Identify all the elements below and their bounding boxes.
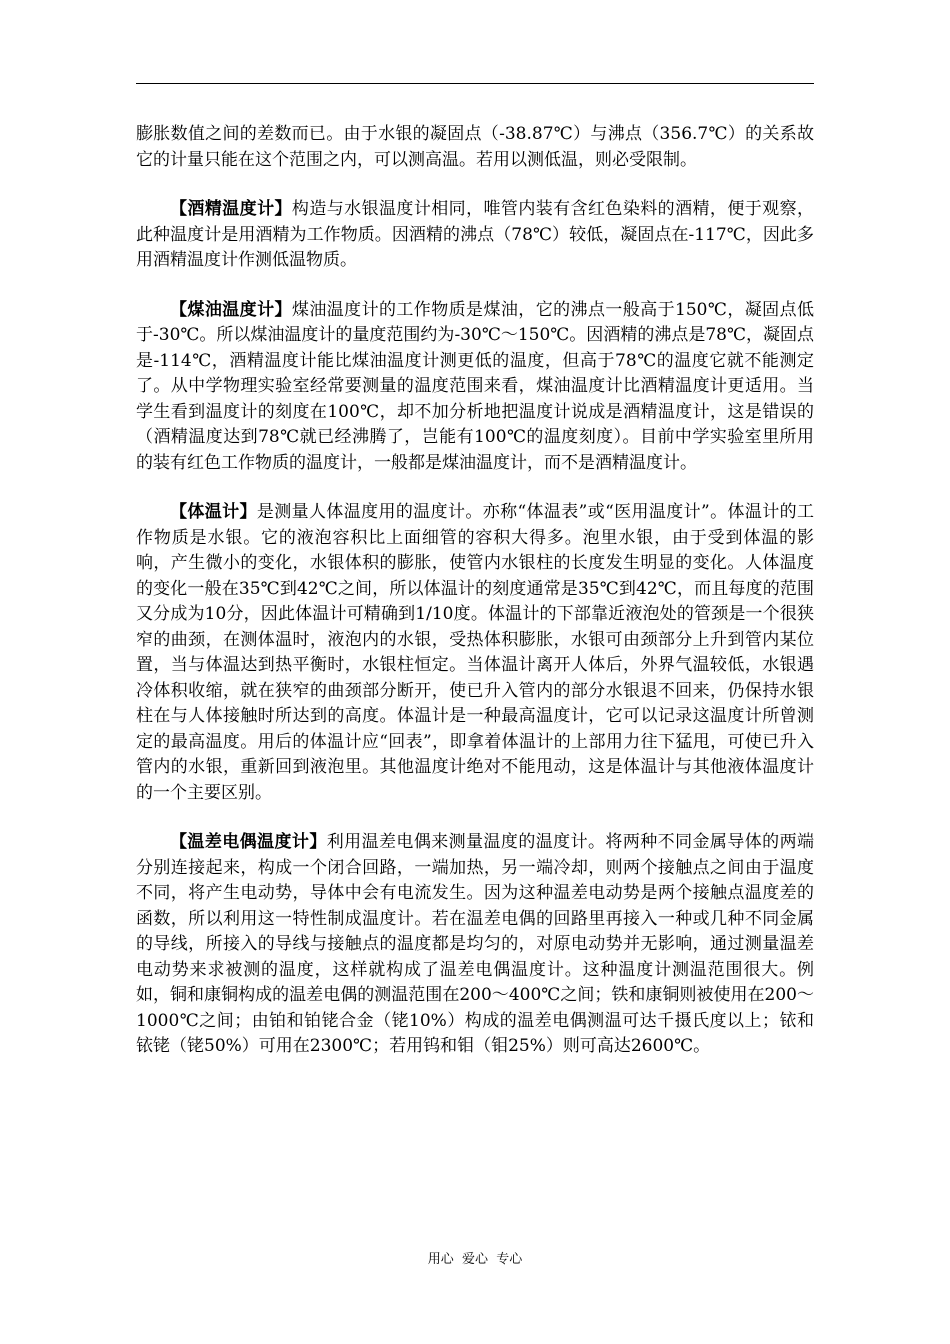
- paragraph-mercury-continued: [136, 122, 814, 173]
- paragraph-thermocouple-thermometer: [136, 830, 814, 1060]
- section-heading: 【酒精温度计】: [170, 199, 292, 219]
- header-rule: [136, 83, 814, 84]
- paragraph-clinical-thermometer: [136, 500, 814, 806]
- paragraph-kerosene-thermometer: [136, 298, 814, 477]
- paragraph-text: 膨胀数值之间的差数而已。由于水银的凝固点（-38.87℃）与沸点（356.7℃）的关系故它的计量只能在这个范围之内，可以测高温。若用以测低温，则必受限制。: [136, 124, 814, 170]
- paragraph-alcohol-thermometer: [136, 197, 814, 274]
- page-footer: 用心 爱心 专心: [427, 1252, 523, 1267]
- paragraph-text: 构造与水银温度计相同，唯管内装有含红色染料的酒精，便于观察，此种温度计是用酒精为工作物质。因酒精的沸点（78℃）较低，凝固点在-117℃，因此多用酒精温度计作测低温物质。: [136, 199, 815, 270]
- section-heading: 【温差电偶温度计】: [170, 832, 327, 852]
- document-body: [136, 122, 814, 1084]
- paragraph-text: 煤油温度计的工作物质是煤油，它的沸点一般高于150℃，凝固点低于-30℃。所以煤油温度计的量度范围约为-30℃～150℃。因酒精的沸点是78℃，凝固点是-114℃，酒精温度计能比煤油温度计测更低的温度，但高于78℃的温度它就不能测定了。从中学物理实验室经常要测量的温度范围来看，煤油温度计比酒精温度计更适用。当学生看到温度计的刻度在100℃，却不加分析地把温度计说成是酒精温度计，这是错误的（酒精温度达到78℃就已经沸腾了，岂能有100℃的温度刻度）。目前中学实验室里所用的装有红色工作物质的温度计，一般都是煤油温度计，而不是酒精温度计。: [136, 299, 814, 473]
- paragraph-text: 利用温差电偶来测量温度的温度计。将两种不同金属导体的两端分别连接起来，构成一个闭合回路，一端加热，另一端冷却，则两个接触点之间由于温度不同，将产生电动势，导体中会有电流发生。因为这种温差电动势是两个接触点温度差的函数，所以利用这一特性制成温度计。若在温差电偶的回路里再接入一种或几种不同金属的导线，所接入的导线与接触点的温度都是均匀的，对原电动势并无影响，通过测量温差电动势来求被测的温度，这样就构成了温差电偶温度计。这种温度计测温范围很大。例如，铜和康铜构成的温差电偶的测温范围在200～400℃之间；铁和康铜则被使用在200～1000℃之间；由铂和铂铑合金（铑10%）构成的温差电偶测温可达千摄氏度以上；铱和铱铑（铑50%）可用在2300℃；若用钨和钼（钼25%）则可高达2600℃。: [136, 832, 814, 1056]
- paragraph-text: 是测量人体温度用的温度计。亦称“体温表”或“医用温度计”。体温计的工作物质是水银。它的液泡容积比上面细管的容积大得多。泡里水银，由于受到体温的影响，产生微小的变化，水银体积的膨胀，使管内水银柱的长度发生明显的变化。人体温度的变化一般在35℃到42℃之间，所以体温计的刻度通常是35℃到42℃，而且每度的范围又分成为10分，因此体温计可精确到1/10度。体温计的下部靠近液泡处的管颈是一个很狭窄的曲颈，在测体温时，液泡内的水银，受热体积膨胀，水银可由颈部分上升到管内某位置，当与体温达到热平衡时，水银柱恒定。当体温计离开人体后，外界气温较低，水银遇冷体积收缩，就在狭窄的曲颈部分断开，使已升入管内的部分水银退不回来，仍保持水银柱在与人体接触时所达到的高度。体温计是一种最高温度计，它可以记录这温度计所曾测定的最高温度。用后的体温计应“回表”，即拿着体温计的上部用力往下猛甩，可使已升入管内的水银，重新回到液泡里。其他温度计绝对不能甩动，这是体温计与其他液体温度计的一个主要区别。: [136, 502, 814, 803]
- section-heading: 【煤油温度计】: [170, 299, 292, 320]
- section-heading: 【体温计】: [170, 502, 257, 522]
